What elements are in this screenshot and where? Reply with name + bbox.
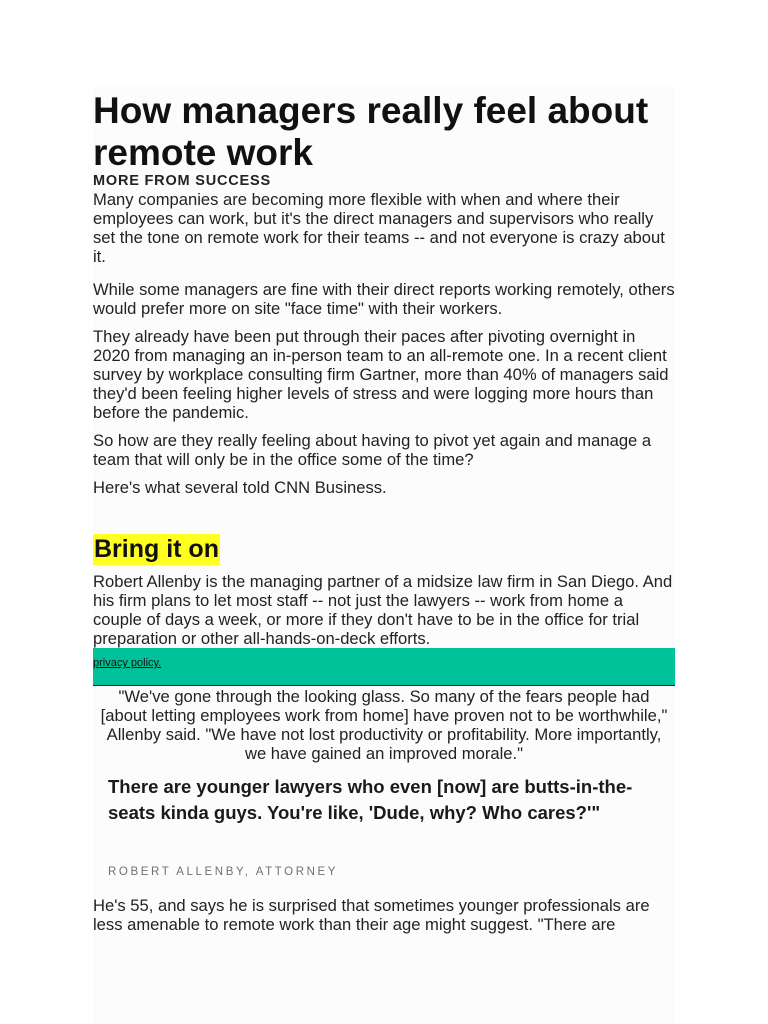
section-paragraph: Robert Allenby is the managing partner of a midsize law firm in San Diego. And his firm plans to let most staff -- not just the lawyers -- work from home a couple of days a week, or more if they don't have to be in the office for trial preparation or other all-hands-on-deck efforts. bbox=[93, 572, 673, 648]
consent-banner bbox=[93, 648, 675, 686]
section-heading: Bring it on bbox=[94, 535, 219, 563]
article-paragraph-3: They already have been put through their paces after pivoting overnight in 2020 from managing an in-person team to an all-remote one. In a recent client survey by workplace consulting firm Gartner, more than 40% of managers said they'd been feeling higher levels of stress and were logging more hours than before the pandemic. bbox=[93, 327, 669, 422]
closing-paragraph: He's 55, and says he is surprised that sometimes younger professionals are less amenable to remote work than their age might suggest. "There are bbox=[93, 896, 650, 934]
article-paragraph-5: Here's what several told CNN Business. bbox=[93, 478, 387, 497]
pull-quote-attribution: ROBERT ALLENBY, ATTORNEY bbox=[108, 866, 339, 878]
pull-quote: There are younger lawyers who even [now] are butts-in-the-seats kinda guys. You're like, 'Dude, why? Who cares?'" bbox=[108, 776, 633, 823]
article-paragraph-2: While some managers are fine with their direct reports working remotely, others would prefer more on site "face time" with their workers. bbox=[93, 280, 675, 318]
article-paragraph-1: Many companies are becoming more flexible with when and where their employees can work, but it's the direct managers and supervisors who really set the tone on remote work for their teams -- and not everyone is crazy about it. bbox=[93, 190, 665, 266]
article-title: How managers really feel about remote work bbox=[93, 90, 649, 173]
privacy-policy-link[interactable]: privacy policy. bbox=[93, 657, 162, 669]
article-paragraph-4: So how are they really feeling about having to pivot yet again and manage a team that will only be in the office some of the time? bbox=[93, 431, 652, 469]
quote-paragraph: "We've gone through the looking glass. So many of the fears people had [about letting employees work from home] have proven not to be worthwhile," Allenby said. "We have not lost productivity or profitability. More importantly, we have gained an improved morale." bbox=[100, 687, 668, 763]
section-kicker: MORE FROM SUCCESS bbox=[93, 173, 271, 189]
